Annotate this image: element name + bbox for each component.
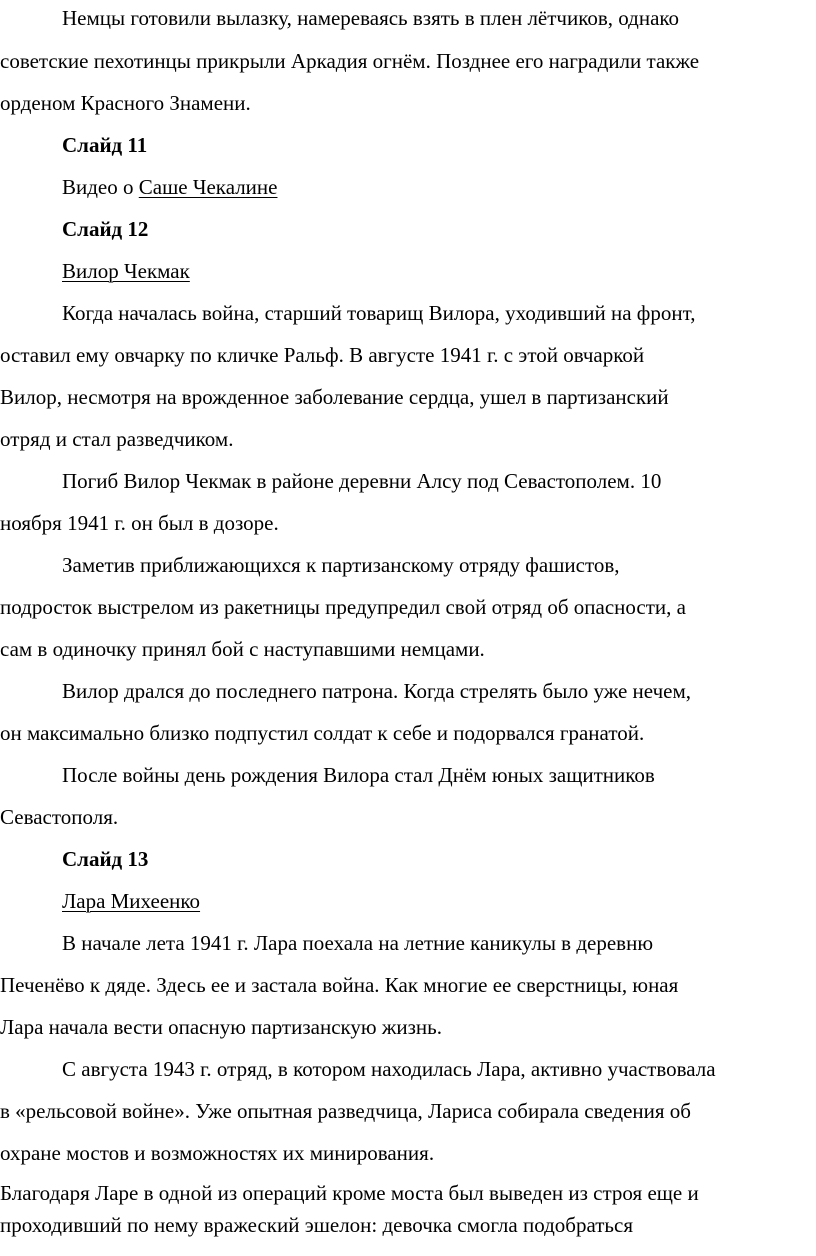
text-line: В начале лета 1941 г. Лара поехала на летние каникулы в деревню [62,931,654,955]
text-line: оставил ему овчарку по кличке Ральф. В августе 1941 г. с этой овчаркой [0,343,645,367]
slide-heading: Слайд 11 [62,133,148,157]
text-line: сам в одиночку принял бой с наступавшими немцами. [0,637,485,661]
text-line: подросток выстрелом из ракетницы предупредил свой отряд об опасности, а [0,595,686,619]
text-line: Немцы готовили вылазку, намереваясь взять в плен лётчиков, однако [62,6,680,30]
text-line: Вилор дрался до последнего патрона. Когда стрелять было уже нечем, [62,679,692,703]
slide-heading: Слайд 13 [62,847,149,871]
text-line: ноября 1941 г. он был в дозоре. [0,511,279,535]
video-line [62,174,277,200]
text-line: Когда началась война, старший товарищ Вилора, уходивший на фронт, [62,301,696,325]
text-line: советские пехотинцы прикрыли Аркадия огнём. Позднее его наградили также [0,49,700,73]
text-line: в «рельсовой войне». Уже опытная разведчица, Лариса собирала сведения об [0,1099,691,1123]
text-line: Благодаря Ларе в одной из операций кроме моста был выведен из строя еще и [0,1181,699,1205]
text-line: Погиб Вилор Чекмак в районе деревни Алсу под Севастополем. 10 [62,469,662,493]
slide-heading: Слайд 12 [62,217,149,241]
text-line: Севастополя. [0,805,119,829]
text-line: он максимально близко подпустил солдат к себе и подорвался гранатой. [0,721,645,745]
text-line: охране мостов и возможностях их минирования. [0,1141,435,1165]
text-line: орденом Красного Знамени. [0,91,251,115]
text-line: С августа 1943 г. отряд, в котором находилась Лара, активно участвовала [62,1057,716,1081]
text-line: Печенёво к дяде. Здесь ее и застала война. Как многие ее сверстницы, юная [0,973,679,997]
text-line: Лара начала вести опасную партизанскую жизнь. [0,1015,442,1039]
text-line: После войны день рождения Вилора стал Днём юных защитников [62,763,655,787]
video-link[interactable]: Саше Чекалине [138,175,278,199]
text-line: Вилор, несмотря на врожденное заболевание сердца, ушел в партизанский [0,385,669,409]
section-link[interactable]: Вилор Чекмак [62,259,190,283]
text-line: проходивший по нему вражеский эшелон: девочка смогла подобраться [0,1213,633,1237]
video-label: Видео о [62,175,139,199]
text-line: отряд и стал разведчиком. [0,427,234,451]
section-link[interactable]: Лара Михеенко [62,889,201,913]
text-line: Заметив приближающихся к партизанскому отряду фашистов, [62,553,620,577]
